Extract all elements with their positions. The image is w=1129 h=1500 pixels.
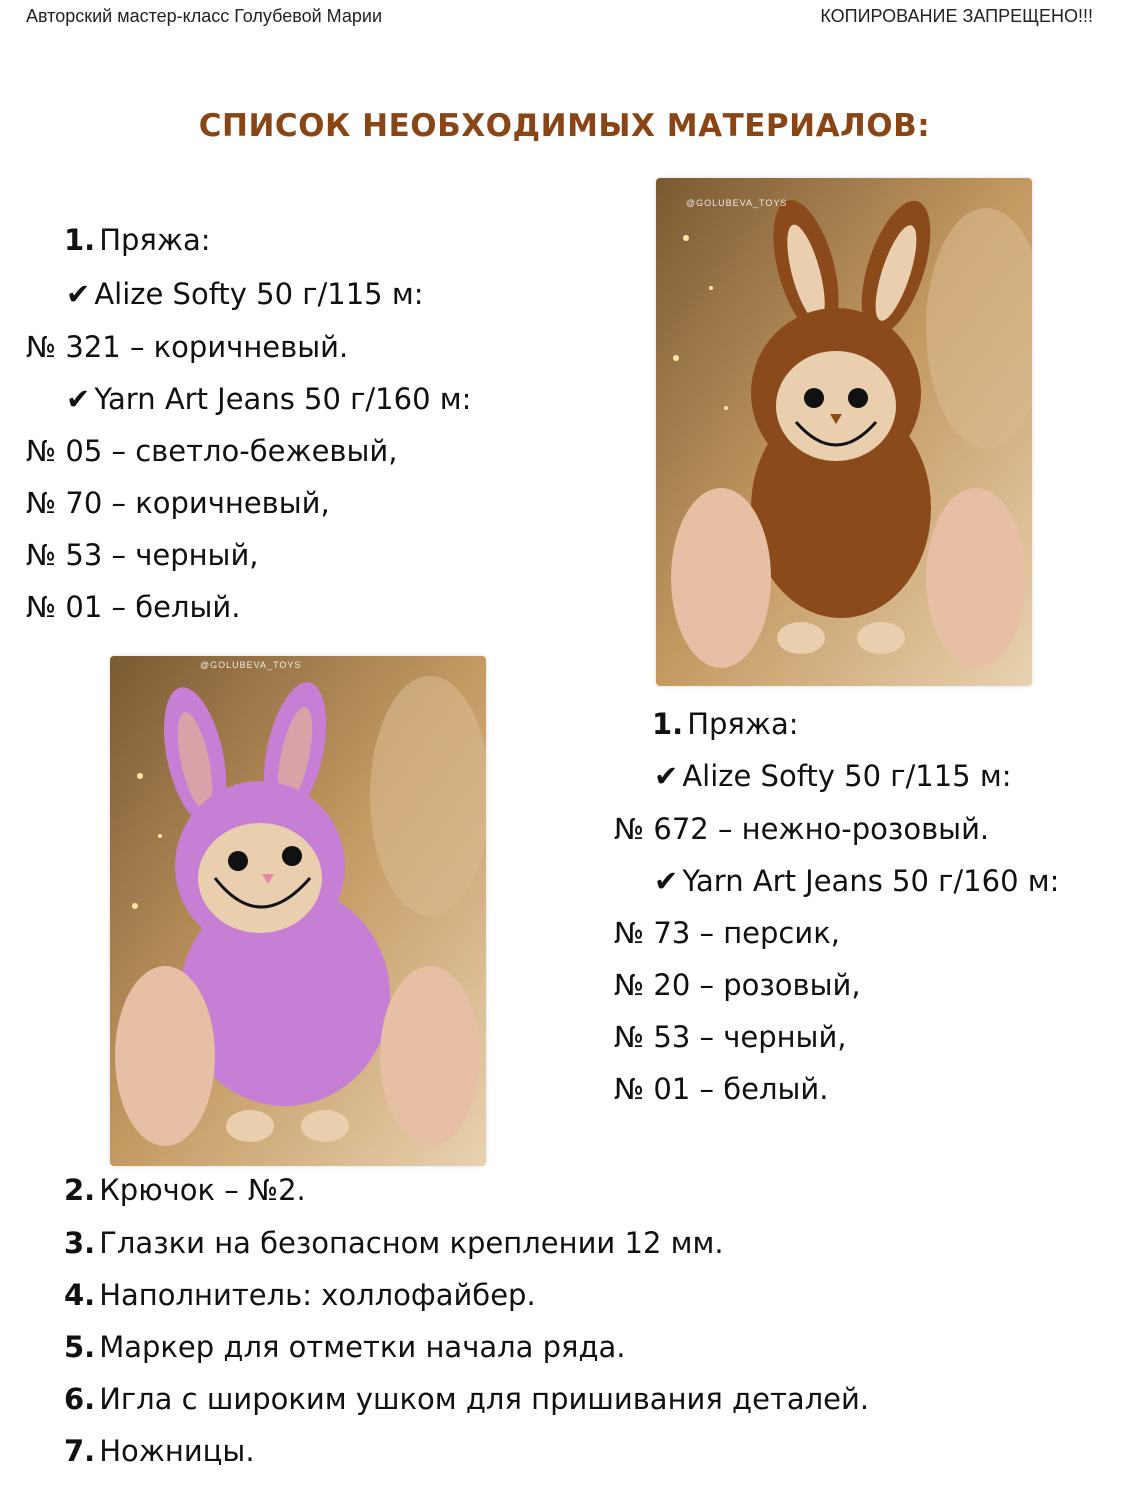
brand-label: Alize Softy 50 г/115 м: xyxy=(94,277,424,311)
brown-yarn-heading xyxy=(64,222,211,258)
item-text: Маркер для отметки начала ряда. xyxy=(99,1330,626,1364)
tool-item xyxy=(64,1329,626,1365)
brand-label: Yarn Art Jeans 50 г/160 м: xyxy=(682,864,1060,898)
check-mark-icon: ✔ xyxy=(66,277,91,311)
tool-item xyxy=(64,1277,536,1313)
brown-color-1: № 05 – светло-бежевый, xyxy=(26,434,398,468)
pink-color-2: № 20 – розовый, xyxy=(614,968,861,1002)
item-number: 1. xyxy=(64,223,96,257)
check-mark-icon: ✔ xyxy=(654,759,679,793)
brand-label: Alize Softy 50 г/115 м: xyxy=(682,759,1012,793)
item-number: 6. xyxy=(64,1382,96,1416)
page-title: СПИСОК НЕОБХОДИМЫХ МАТЕРИАЛОВ: xyxy=(198,108,931,144)
item-number: 7. xyxy=(64,1434,96,1468)
item-text: Глазки на безопасном креплении 12 мм. xyxy=(99,1226,724,1260)
item-text: Ножницы. xyxy=(99,1434,255,1468)
pink-brand2-line xyxy=(654,863,1059,899)
pink-color-3: № 53 – черный, xyxy=(614,1020,847,1054)
item-label: Пряжа: xyxy=(99,223,211,257)
pink-brand1-color: № 672 – нежно-розовый. xyxy=(614,812,990,846)
pink-yarn-heading xyxy=(652,706,799,742)
tool-item xyxy=(64,1172,306,1208)
header-copyright: КОПИРОВАНИЕ ЗАПРЕЩЕНО!!! xyxy=(820,6,1093,26)
tool-item xyxy=(64,1225,724,1261)
photo-watermark: @GOLUBEVA_TOYS xyxy=(200,660,302,670)
item-number: 4. xyxy=(64,1278,96,1312)
brown-color-4: № 01 – белый. xyxy=(26,590,241,624)
item-label: Пряжа: xyxy=(687,707,799,741)
item-text: Наполнитель: холлофайбер. xyxy=(99,1278,536,1312)
item-number: 1. xyxy=(652,707,684,741)
header-author: Авторский мастер-класс Голубевой Марии xyxy=(26,6,382,26)
brown-brand1-line xyxy=(66,276,424,312)
brown-brand1-color: № 321 – коричневый. xyxy=(26,330,349,364)
item-text: Игла с широким ушком для пришивания деталей. xyxy=(99,1382,870,1416)
tool-item xyxy=(64,1433,255,1469)
brown-color-3: № 53 – черный, xyxy=(26,538,259,572)
check-mark-icon: ✔ xyxy=(654,864,679,898)
brown-brand2-line xyxy=(66,381,471,417)
item-number: 5. xyxy=(64,1330,96,1364)
pink-color-4: № 01 – белый. xyxy=(614,1072,829,1106)
brown-color-2: № 70 – коричневый, xyxy=(26,486,330,520)
brown-bunny-photo xyxy=(656,178,1032,686)
pink-bunny-photo xyxy=(110,656,486,1166)
brand-label: Yarn Art Jeans 50 г/160 м: xyxy=(94,382,472,416)
item-number: 2. xyxy=(64,1173,96,1207)
pink-brand1-line xyxy=(654,758,1012,794)
item-number: 3. xyxy=(64,1226,96,1260)
check-mark-icon: ✔ xyxy=(66,382,91,416)
tool-item xyxy=(64,1381,869,1417)
pink-color-1: № 73 – персик, xyxy=(614,916,840,950)
photo-watermark: @GOLUBEVA_TOYS xyxy=(686,198,788,208)
item-text: Крючок – №2. xyxy=(99,1173,306,1207)
